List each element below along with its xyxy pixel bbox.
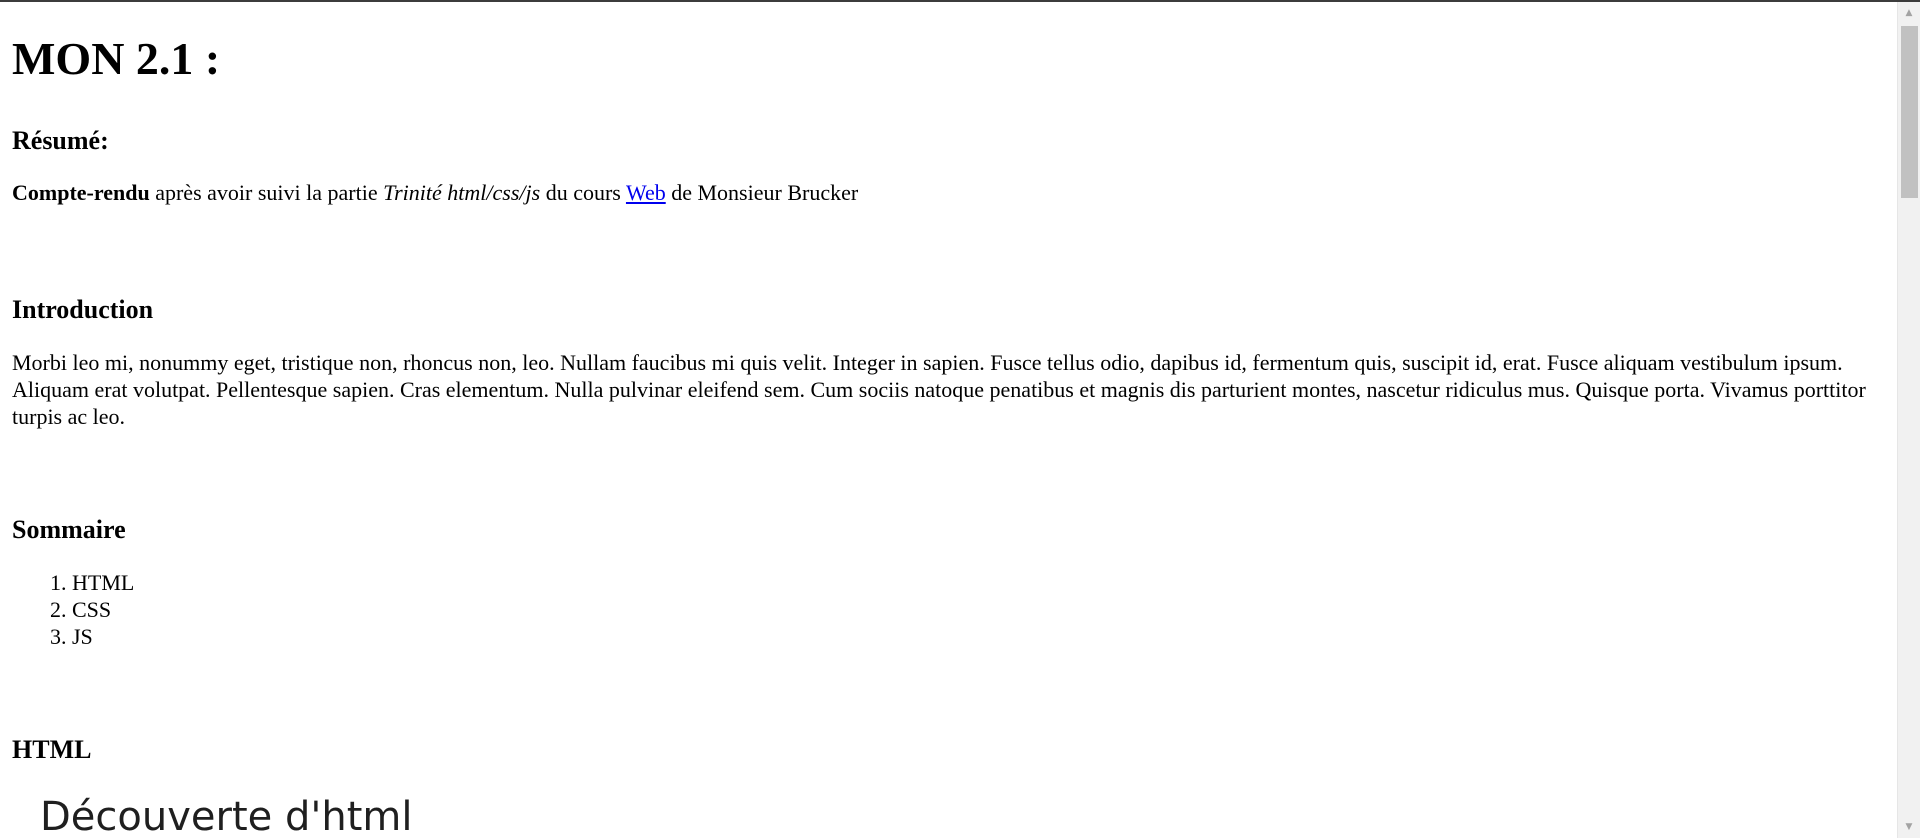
resume-heading: Résumé: [12,125,109,155]
web-course-link[interactable]: Web [625,179,666,205]
page-title: MON 2.1 : [12,33,221,84]
sommaire-item-js: 3. JS [72,623,1885,650]
resume-italic-text: Trinité html/css/js [383,179,541,205]
scroll-up-arrow-icon[interactable]: ▲ [1905,8,1913,18]
introduction-paragraph: Morbi leo mi, nonummy eget, tristique non, rhoncus non, leo. Nullam faucibus mi quis velit. Integer in sapien. Fusce tellus odio, dapibus id, fermentum quis, suscipit id, erat. Fusce aliquam vestibulum ipsum. Aliquam erat volutpat. Pellentesque sapien. Cras elementum. Nulla pulvinar eleifend sem. Cum sociis natoque penatibus et magnis dis parturient montes, nascetur ridiculus mus. Quisque porta. Vivamus porttitor turpis ac leo. [12,349,1866,429]
sommaire-item-css: 2. CSS [72,596,1885,623]
resume-paragraph [12,179,1885,206]
vertical-scrollbar[interactable] [1897,2,1920,838]
resume-text-1: après avoir suivi la partie [149,179,384,205]
resume-text-3: de Monsieur Brucker [665,179,859,205]
page-content [0,2,1897,838]
sommaire-heading: Sommaire [12,514,126,544]
scrollbar-thumb[interactable] [1901,26,1918,198]
sommaire-item-html: 1. HTML [72,569,1885,596]
html-section-image: Découverte d'html [40,794,413,838]
resume-text-2: du cours [540,179,626,205]
html-section-heading: HTML [12,735,92,765]
scroll-down-arrow-icon[interactable]: ▼ [1905,822,1913,832]
resume-bold-text: Compte-rendu [12,179,150,205]
sommaire-list [12,569,1885,650]
introduction-heading: Introduction [12,294,154,324]
